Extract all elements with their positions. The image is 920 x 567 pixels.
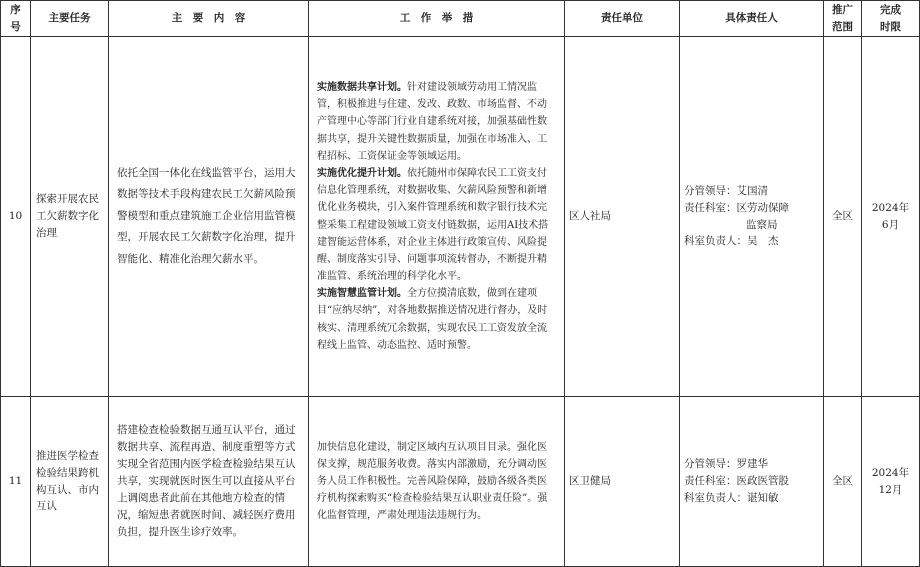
header-seq: [1, 1, 31, 37]
header-unit: 责任单位: [565, 1, 680, 37]
header-seq-line1: 序: [10, 3, 21, 16]
row-seq: 11: [1, 397, 31, 567]
deadline-month: 6月: [881, 218, 900, 231]
person-line: 责任科室：区劳动保障: [684, 201, 789, 214]
row-person: [680, 37, 824, 397]
table-row: [1, 37, 920, 397]
measure-item: [317, 285, 556, 354]
header-person: 具体责任人: [680, 1, 824, 37]
measure-item: [317, 79, 556, 165]
row-seq: 10: [1, 37, 31, 397]
row-deadline: [862, 37, 920, 397]
deadline-month: 12月: [878, 483, 903, 496]
measure-item: [317, 165, 556, 285]
measure-heading: 实施优化提升计划。: [317, 167, 407, 179]
header-scope-line2: 范围: [832, 20, 853, 33]
header-seq-line2: 号: [10, 20, 21, 33]
measure-text: 依托随州市保障农民工工资支付信息化管理系统，对数据收集、欠薪风险预警和新增优化业务模块，引入案件管理系统和数字银行技术完整采集工程建设领域工资支付链数据，运用AI技术搭建智能运营体系，对企业主体进行政策宣传、风险提醒、制度落实引导、问题事项流转督办，不断提升精准监管、系统治理的科学化水平。: [317, 167, 549, 283]
deadline-year: 2024年: [871, 201, 910, 214]
person-line: 分管领导：罗建华: [684, 458, 768, 471]
row-content: 搭建检查检验数据互通互认平台，通过数据共享、流程再造、制度重塑等方式实现全省范围内医学检查检验结果互认共享，实现就医时医生可以直接从平台上调阅患者此前在其他地方检查的情况，缩短患者就医时间、减轻医疗费用负担，提升医生诊疗效率。: [109, 397, 309, 567]
person-line: 责任科室：医政医管股: [684, 475, 789, 488]
header-measures: 工 作 举 措: [309, 1, 565, 37]
deadline-year: 2024年: [871, 466, 910, 479]
measure-text: 全方位摸清底数，做到在建项目“应纳尽纳”，对各地数据推送情况进行督办，及时核实、清理系统冗余数据，实现农民工工资发放全流程线上监管、动态监控、适时预警。: [317, 288, 548, 351]
header-deadline-line1: 完成: [880, 3, 901, 16]
header-content: 主 要 内 容: [109, 1, 309, 37]
table-row: [1, 397, 920, 567]
measure-heading: 实施数据共享计划。: [317, 82, 407, 93]
measure-heading: 实施智慧监管计划。: [317, 288, 407, 300]
row-unit: 区卫健局: [565, 397, 680, 567]
row-deadline: [862, 397, 920, 567]
row-measures: [309, 37, 565, 397]
header-deadline: [862, 1, 920, 37]
row-person: [680, 397, 824, 567]
header-task: 主要任务: [31, 1, 109, 37]
measure-text: 针对建设领域劳动用工情况监管，积极推进与住建、发改、政数、市场监督、不动产管理中心等部门行业自建系统对接，加强基础性数据共享，提升关键性数据质量，加强在市场准入、工程招标、工资保证金等领域运用。: [317, 82, 547, 162]
header-scope-line1: 推广: [832, 3, 853, 16]
header-scope: [824, 1, 862, 37]
person-line: 分管领导：艾国清: [684, 184, 768, 197]
person-line: 监察局: [746, 218, 778, 231]
person-line: 科室负责人：谌知敏: [684, 491, 779, 504]
row-scope: 全区: [824, 397, 862, 567]
row-unit: 区人社局: [565, 37, 680, 397]
header-deadline-line2: 时限: [880, 20, 901, 33]
row-content: 依托全国一体化在线监管平台，运用大数据等技术手段构建农民工欠薪风险预警模型和重点建筑施工企业信用监管模型，开展农民工欠薪数字化治理，提升智能化、精准化治理欠薪水平。: [109, 37, 309, 397]
row-measures: 加快信息化建设，制定区域内互认项目目录。强化医保支撑，规范服务收费。落实内部激励，充分调动医务人员工作积极性。完善风险保障，鼓励各级各类医疗机构探索购买“检查检验结果互认职业责任险”。强化监督管理，严肃处理违法违规行为。: [309, 397, 565, 567]
row-task: 推进医学检查检验结果跨机构互认、市内互认: [31, 397, 109, 567]
row-task: 探索开展农民工欠薪数字化治理: [31, 37, 109, 397]
person-line: 科室负责人：吴 杰: [684, 235, 779, 248]
row-scope: 全区: [824, 37, 862, 397]
